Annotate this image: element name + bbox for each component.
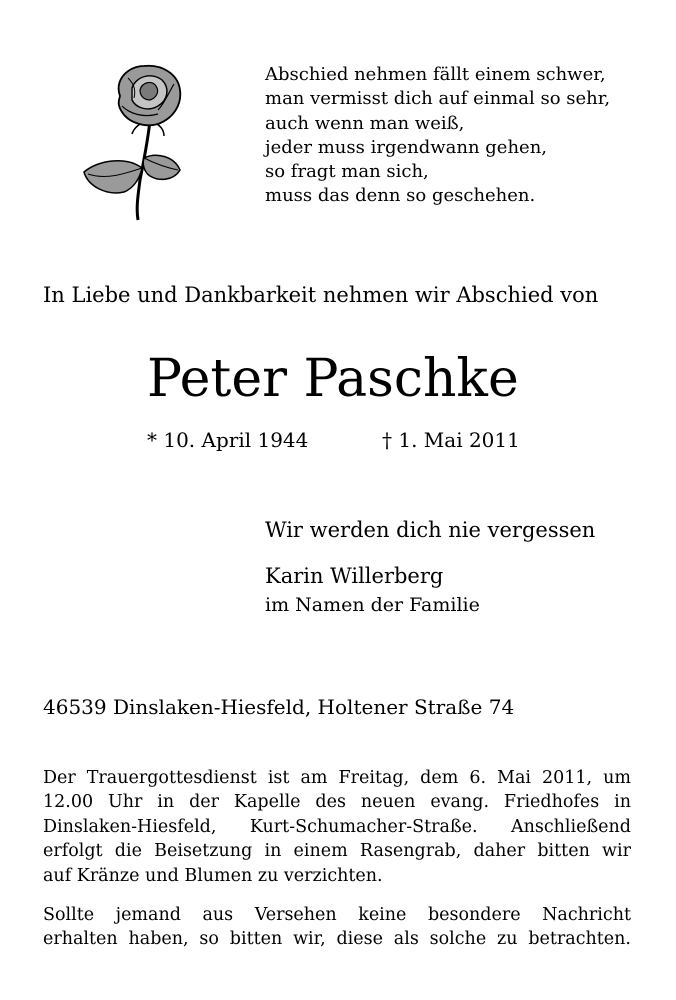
signer-name: Karin Willerberg	[265, 564, 444, 588]
farewell-text: Wir werden dich nie vergessen	[265, 518, 596, 542]
death-date: † 1. Mai 2011	[382, 428, 520, 452]
intro-text: In Liebe und Dankbarkeit nehmen wir Abschied von	[43, 283, 599, 307]
rose-icon	[78, 60, 190, 222]
signer-role: im Namen der Familie	[265, 594, 480, 616]
notice-paragraph	[43, 903, 631, 952]
poem-line: jeder muss irgendwann gehen,	[265, 136, 548, 158]
poem-line: so fragt man sich,	[265, 161, 429, 183]
birth-date: * 10. April 1944	[147, 428, 309, 452]
address: 46539 Dinslaken-Hiesfeld, Holtener Straße 74	[43, 695, 515, 719]
poem-line: man vermisst dich auf einmal so sehr,	[265, 88, 611, 110]
paragraph-line: 12.00 Uhr in der Kapelle des neuen evang. Friedhofes in	[43, 792, 631, 813]
paragraph-line: auf Kränze und Blumen zu verzichten.	[43, 865, 383, 886]
service-paragraph	[43, 766, 631, 888]
paragraph-line: Dinslaken-Hiesfeld, Kurt-Schumacher-Straße. Anschließend	[43, 816, 631, 837]
paragraph-line: Der Trauergottesdienst ist am Freitag, dem 6. Mai 2011, um	[43, 768, 631, 788]
paragraph-line: Sollte jemand aus Versehen keine besondere Nachricht	[43, 905, 631, 925]
paragraph-line: erhalten haben, so bitten wir, diese als solche zu betrachten.	[43, 929, 631, 950]
poem-line: muss das denn so geschehen.	[265, 185, 536, 207]
poem	[265, 63, 610, 209]
paragraph-line: erfolgt die Beisetzung in einem Rasengrab, daher bitten wir	[43, 841, 631, 862]
deceased-name: Peter Paschke	[147, 349, 519, 409]
poem-line: Abschied nehmen fällt einem schwer,	[265, 64, 606, 85]
poem-line: auch wenn man weiß,	[265, 112, 465, 134]
